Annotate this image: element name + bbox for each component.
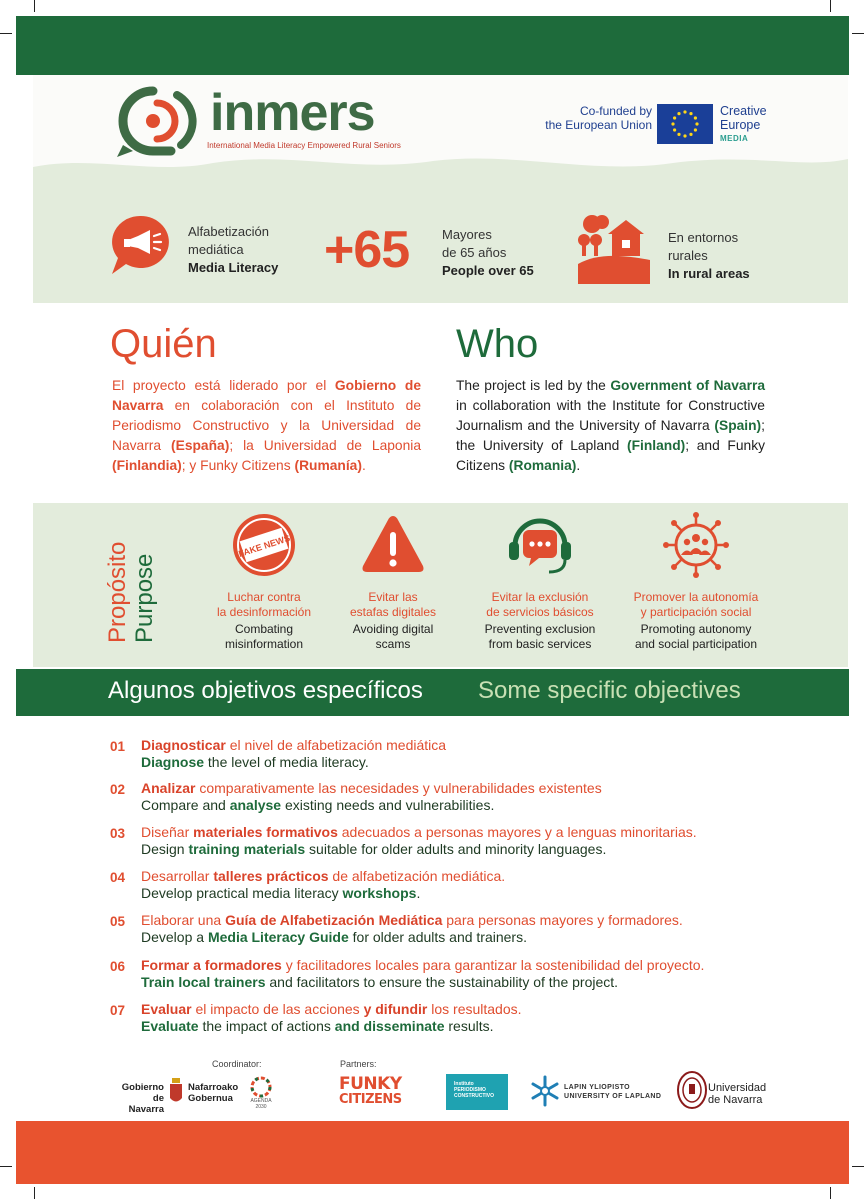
objective-item xyxy=(110,780,790,816)
objective-text-en: Train local trainers and facilitators to ensure the sustainability of the project. xyxy=(141,974,619,990)
eu-flag-icon xyxy=(657,104,713,144)
gobierno-navarra-logo: Gobierno de Navarra Nafarroako Gobernua AGENDA 2030 xyxy=(118,1076,278,1112)
objective-text-en: Diagnose the level of media literacy. xyxy=(141,754,369,770)
inmers-logo xyxy=(115,85,400,160)
stat-age: Mayores de 65 años People over 65 xyxy=(442,227,534,278)
crop-mark xyxy=(0,1166,12,1167)
objective-item xyxy=(110,957,790,993)
purpose-title-es: Propósito xyxy=(104,541,131,643)
lapland-university-logo: LAPIN YLIOPISTO UNIVERSITY OF LAPLAND xyxy=(530,1074,670,1110)
objectives-title-bar xyxy=(16,669,849,716)
purpose-item-participation xyxy=(621,510,771,652)
purpose-es-text: Evitar las estafas digitales xyxy=(349,590,437,619)
crop-mark xyxy=(0,33,12,34)
objective-item xyxy=(110,1001,790,1037)
who-title-es: Quién xyxy=(110,322,217,366)
periodismo-constructivo-logo: Instituto PERIODISMO CONSTRUCTIVO xyxy=(446,1074,508,1110)
objective-text-es: Diagnosticar el nivel de alfabetización mediática xyxy=(141,737,447,753)
community-network-icon xyxy=(661,510,731,580)
eu-cofunded-text: Co-funded by the European Union xyxy=(545,104,652,132)
objective-number: 06 xyxy=(110,959,126,974)
logo-wordmark: inmers xyxy=(210,84,375,142)
objective-item xyxy=(110,737,790,773)
partners-label: Partners: xyxy=(340,1059,377,1069)
agenda-2030-icon xyxy=(250,1076,272,1098)
svg-text:FAKE NEWS: FAKE NEWS xyxy=(237,532,292,559)
stat-media-literacy: Alfabetización mediática Media Literacy xyxy=(188,224,279,275)
purpose-es-text: Promover la autonomía y participación social xyxy=(633,590,759,619)
age-big-number: +65 xyxy=(324,221,410,279)
purpose-item-exclusion xyxy=(465,510,615,652)
snowflake-icon xyxy=(530,1074,560,1108)
who-title-en: Who xyxy=(456,322,539,366)
who-text-es: El proyecto está liderado por el Gobierno de Navarra en colaboración con el Instituto de Periodismo Constructivo y la Universidad de Navarra (España); la Universidad de Laponia (Finlandia); y Funky Citizens (Rumanía). xyxy=(112,378,421,473)
creative-europe-text: Creative Europe MEDIA xyxy=(720,104,767,143)
crop-mark xyxy=(830,0,831,12)
purpose-title-en: Purpose xyxy=(131,553,158,643)
bottom-orange-bar xyxy=(16,1121,849,1184)
objective-text-en: Evaluate the impact of actions and disseminate results. xyxy=(141,1018,494,1034)
objective-number: 04 xyxy=(110,870,126,885)
warning-icon xyxy=(358,510,428,580)
objective-number: 02 xyxy=(110,782,126,797)
crop-mark xyxy=(34,1187,35,1199)
objective-number: 01 xyxy=(110,739,126,754)
crop-mark xyxy=(34,0,35,12)
objective-text-es: Diseñar materiales formativos adecuados a personas mayores y a lenguas minoritarias. xyxy=(141,824,697,840)
objective-text-en: Develop a Media Literacy Guide for older adults and trainers. xyxy=(141,929,527,945)
logo-tagline: International Media Literacy Empowered Rural Seniors xyxy=(207,141,401,150)
crop-mark xyxy=(852,33,864,34)
objective-text-es: Elaborar una Guía de Alfabetización Mediática para personas mayores y formadores. xyxy=(141,912,683,928)
purpose-item-misinformation xyxy=(189,510,339,652)
objective-text-es: Analizar comparativamente las necesidades y vulnerabilidades existentes xyxy=(141,780,602,796)
purpose-en-text: Preventing exclusion from basic services xyxy=(484,622,596,651)
purpose-en-text: Combating misinformation xyxy=(224,622,304,651)
purpose-es-text: Luchar contra la desinformación xyxy=(216,590,312,619)
objective-item xyxy=(110,824,790,860)
university-seal-icon xyxy=(676,1070,708,1110)
crop-mark xyxy=(852,1166,864,1167)
fake-news-stamp-icon xyxy=(229,510,299,580)
objective-item xyxy=(110,912,790,948)
objective-text-es: Formar a formadores y facilitadores locales para garantizar la sostenibilidad del proyecto. xyxy=(141,957,705,973)
purpose-es-text: Evitar la exclusión de servicios básicos xyxy=(486,590,594,619)
objective-text-en: Compare and analyse existing needs and vulnerabilities. xyxy=(141,797,495,813)
universidad-navarra-logo: Universidad de Navarra xyxy=(676,1070,776,1112)
top-green-bar xyxy=(16,16,849,75)
coordinator-label: Coordinator: xyxy=(212,1059,262,1069)
purpose-en-text: Promoting autonomy and social participation xyxy=(634,622,758,651)
objective-text-en: Develop practical media literacy workshops. xyxy=(141,885,421,901)
objective-number: 07 xyxy=(110,1003,126,1018)
objective-text-es: Evaluar el impacto de las acciones y difundir los resultados. xyxy=(141,1001,522,1017)
objective-text-en: Design training materials suitable for older adults and minority languages. xyxy=(141,841,607,857)
funky-citizens-logo: FUNKY CITIZENS xyxy=(339,1074,402,1107)
objective-item xyxy=(110,868,790,904)
objective-text-es: Desarrollar talleres prácticos de alfabetización mediática. xyxy=(141,868,506,884)
objective-number: 05 xyxy=(110,914,126,929)
crop-mark xyxy=(830,1187,831,1199)
purpose-en-text: Avoiding digital scams xyxy=(352,622,434,651)
speech-bubble-logo-icon xyxy=(115,85,203,160)
who-text-en: The project is led by the Government of Navarra in collaboration with the Institute for Constructive Journalism and the University of Navarra (Spain); the University of Lapland (Finland); and Funky Citizens (Romania). xyxy=(456,378,765,473)
eu-funding-badge xyxy=(540,104,780,148)
objectives-title-es: Algunos objetivos específicos xyxy=(108,677,423,704)
megaphone-bubble-icon xyxy=(106,212,174,278)
objective-number: 03 xyxy=(110,826,126,841)
support-headset-icon xyxy=(505,510,575,580)
objectives-title-en: Some specific objectives xyxy=(478,677,741,704)
stat-rural: En entornos rurales In rural areas xyxy=(668,230,750,281)
navarra-shield-icon xyxy=(168,1078,184,1106)
rural-house-icon xyxy=(576,212,652,284)
purpose-item-scams xyxy=(318,510,468,652)
